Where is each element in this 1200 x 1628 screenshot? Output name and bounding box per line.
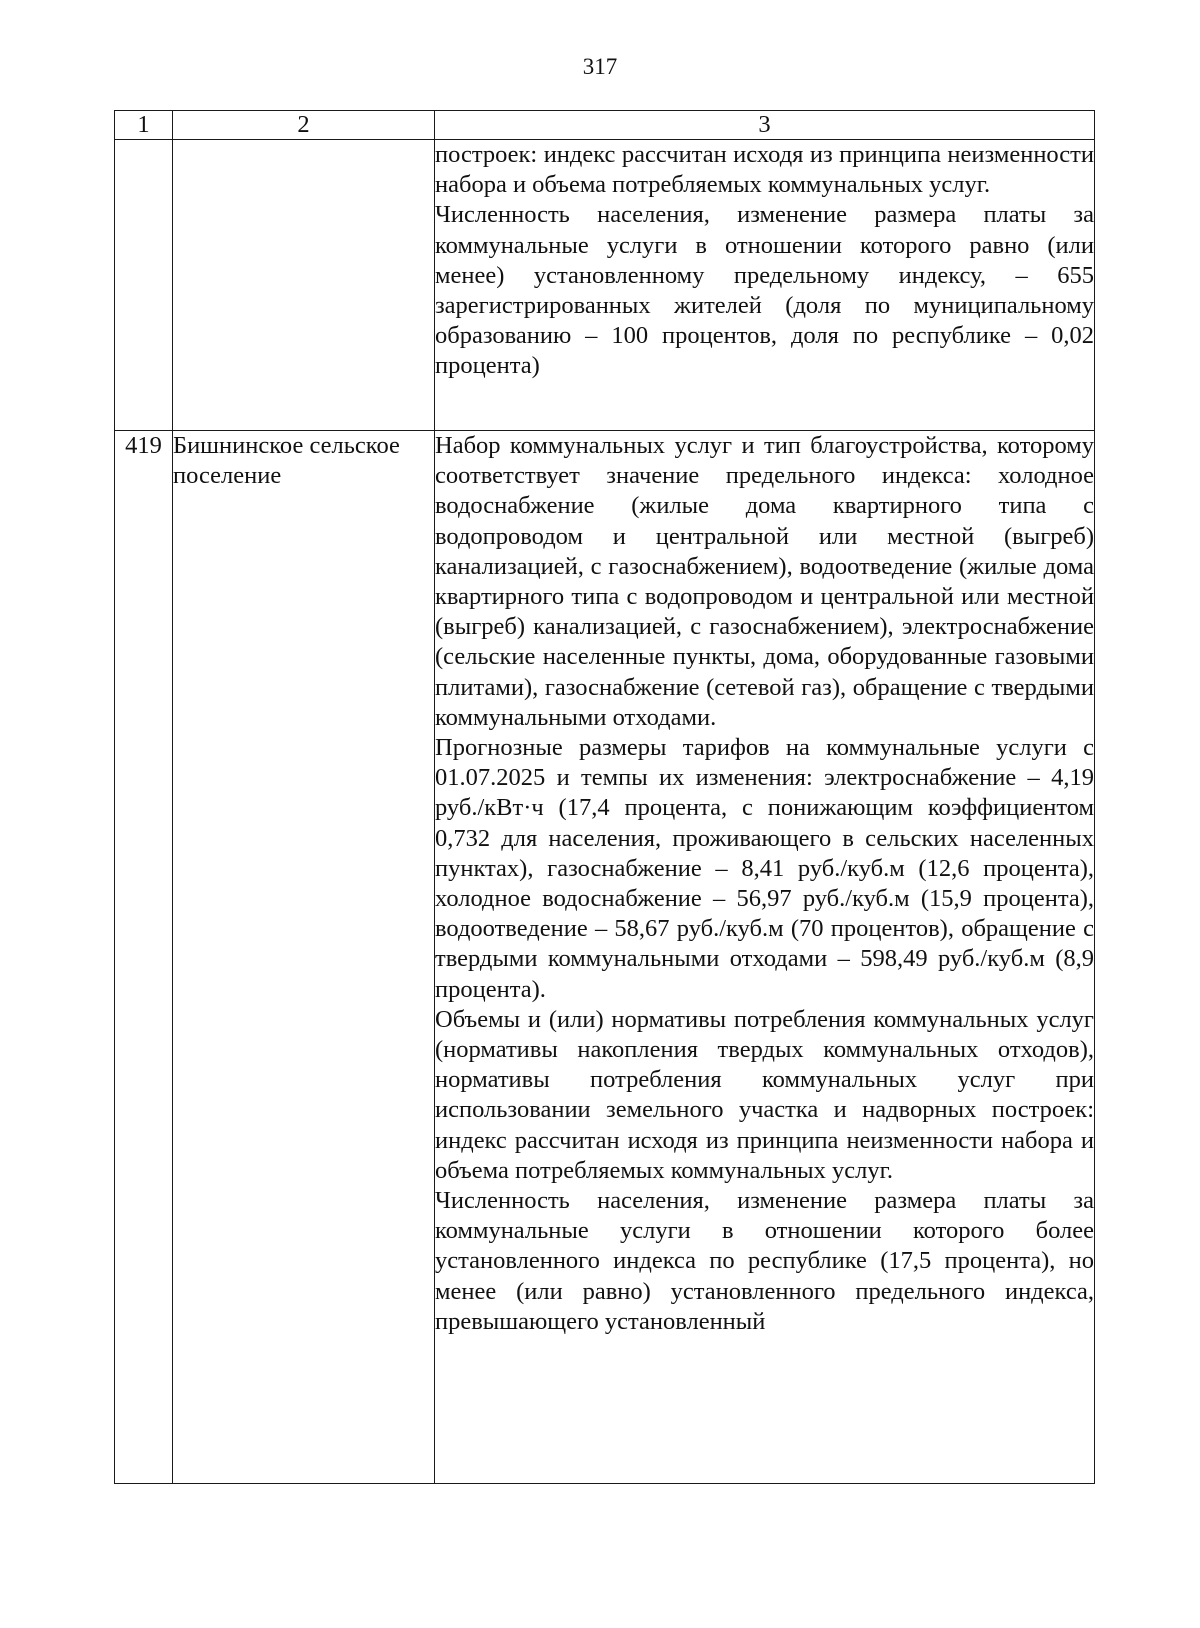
table-row bbox=[115, 431, 1095, 1484]
municipality-name: Бишнинское сельское поселение bbox=[173, 431, 435, 1484]
column-header-2: 2 bbox=[173, 111, 435, 140]
row-number bbox=[115, 140, 173, 431]
description-paragraph: Набор коммунальных услуг и тип благоустройства, которому соответствует значение предельного индекса: холодное водоснабжение (жилые дома квартирного типа с водопроводом и центральной или местной (выгреб) канализацией, с газоснабжением), водоотведение (жилые дома квартирного типа с водопроводом и центральной или местной (выгреб) канализацией, с газоснабжением), электроснабжение (сельские населенные пункты, дома, оборудованные газовыми плитами), газоснабжение (сетевой газ), обращение с твердыми коммунальными отходами. bbox=[435, 432, 1094, 731]
description-cell bbox=[435, 140, 1095, 431]
description-cell bbox=[435, 431, 1095, 1484]
description-paragraph: Прогнозные размеры тарифов на коммунальные услуги с 01.07.2025 и темпы их изменения: электроснабжение – 4,19 руб./кВт·ч (17,4 процента, с понижающим коэффициентом 0,732 для населения, проживающего в сельских населенных пунктах), газоснабжение – 8,41 руб./куб.м (12,6 процента), холодное водоснабжение – 56,97 руб./куб.м (15,9 процента), водоотведение – 58,67 руб./куб.м (70 процентов), обращение с твердыми коммунальными отходами – 598,49 руб./куб.м (8,9 процента). bbox=[435, 734, 1094, 1003]
column-header-1: 1 bbox=[115, 111, 173, 140]
description-paragraph: построек: индекс рассчитан исходя из принципа неизменности набора и объема потребляемых коммунальных услуг. bbox=[435, 141, 1094, 199]
row-number: 419 bbox=[115, 431, 173, 1484]
table-row bbox=[115, 140, 1095, 431]
description-paragraph: Численность населения, изменение размера платы за коммунальные услуги в отношении которого равно (или менее) установленному предельному индексу, – 655 зарегистрированных жителей (доля по муниципальному образованию – 100 процентов, доля по республике – 0,02 процента) bbox=[435, 201, 1094, 380]
tariff-table bbox=[114, 110, 1095, 1484]
description-paragraph: Объемы и (или) нормативы потребления коммунальных услуг (нормативы накопления твердых коммунальных отходов), нормативы потребления коммунальных услуг при использовании земельного участка и надворных построек: индекс рассчитан исходя из принципа неизменности набора и объема потребляемых коммунальных услуг. bbox=[435, 1005, 1094, 1184]
table-header-row bbox=[115, 111, 1095, 140]
description-paragraph: Численность населения, изменение размера платы за коммунальные услуги в отношении которого более установленного индекса по республике (17,5 процента), но менее (или равно) установленного предельного индекса, превышающего установленный bbox=[435, 1187, 1094, 1335]
municipality-name bbox=[173, 140, 435, 431]
page-number: 317 bbox=[582, 54, 618, 79]
column-header-3: 3 bbox=[435, 111, 1095, 140]
